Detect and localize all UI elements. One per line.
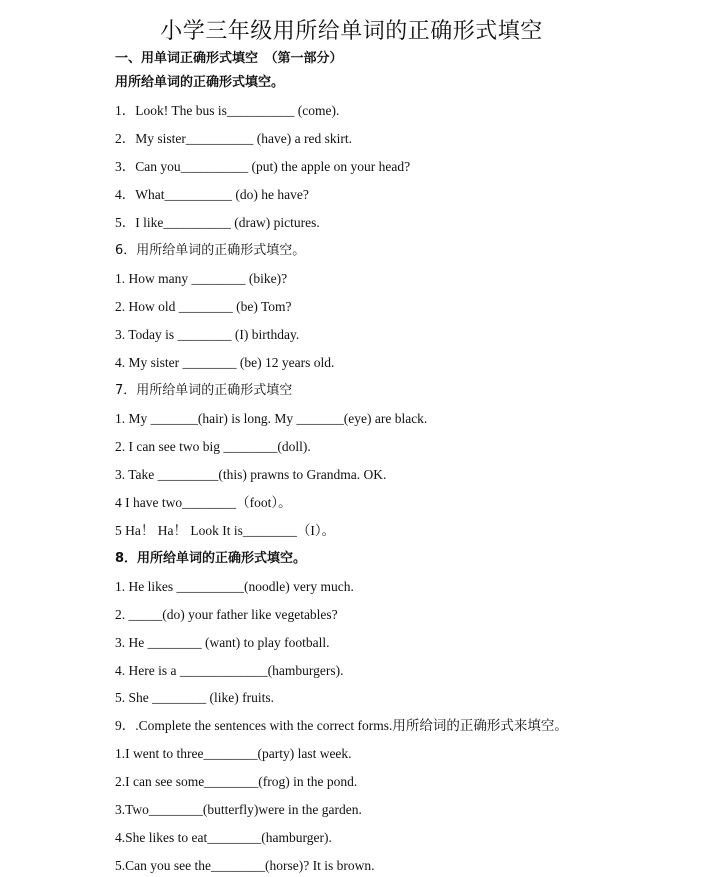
question-line: 2. I can see two big ________(doll).	[115, 439, 311, 454]
question-line: 2. _____(do) your father like vegetables?	[115, 607, 338, 622]
question-line: 3. Today is ________ (I) birthday.	[115, 327, 300, 342]
question-line: 4 I have two________（foot）。	[115, 495, 292, 510]
page-title: 小学三年级用所给单词的正确形式填空	[160, 19, 543, 44]
question-line: 2.I can see some________(frog) in the pond.	[115, 774, 358, 789]
section-heading-8: 8．用所给单词的正确形式填空。	[115, 551, 307, 566]
question-line: 3. Take _________(this) prawns to Grandma. OK.	[115, 467, 387, 482]
question-line: 5 Ha！ Ha！ Look It is________（I）。	[115, 523, 336, 538]
question-line: 4.She likes to eat________(hamburger).	[115, 830, 332, 845]
question-line: 3.Two________(butterfly)were in the garden.	[115, 802, 362, 817]
question-line: 4．What__________ (do) he have?	[115, 187, 309, 202]
question-line: 1. How many ________ (bike)?	[115, 271, 288, 286]
question-line: 4. Here is a _____________(hamburgers).	[115, 663, 344, 678]
question-line: 3．Can you__________ (put) the apple on your head?	[115, 159, 411, 174]
section-heading-6: 6．用所给单词的正确形式填空。	[115, 243, 306, 258]
question-line: 3. He ________ (want) to play football.	[115, 635, 330, 650]
question-line: 1. My _______(hair) is long. My _______(eye) are black.	[115, 411, 428, 426]
question-line: 2．My sister__________ (have) a red skirt.	[115, 131, 352, 146]
question-line: 5．I like__________ (draw) pictures.	[115, 215, 320, 230]
instruction: 用所给单词的正确形式填空。	[115, 75, 285, 90]
section-heading-7: 7．用所给单词的正确形式填空	[115, 383, 293, 398]
question-line: 2. How old ________ (be) Tom?	[115, 299, 292, 314]
question-line: 5.Can you see the________(horse)? It is brown.	[115, 858, 375, 873]
question-line: 1. He likes __________(noodle) very much.	[115, 579, 354, 594]
section-header: 一、用单词正确形式填空 （第一部分）	[115, 51, 343, 66]
question-line: 4. My sister ________ (be) 12 years old.	[115, 355, 335, 370]
question-line: 5. She ________ (like) fruits.	[115, 690, 274, 705]
question-line: 1.I went to three________(party) last week.	[115, 746, 352, 761]
question-line: 1．Look! The bus is__________ (come).	[115, 103, 340, 118]
section-heading-9: 9．.Complete the sentences with the correct forms.用所给词的正确形式来填空。	[115, 718, 568, 733]
